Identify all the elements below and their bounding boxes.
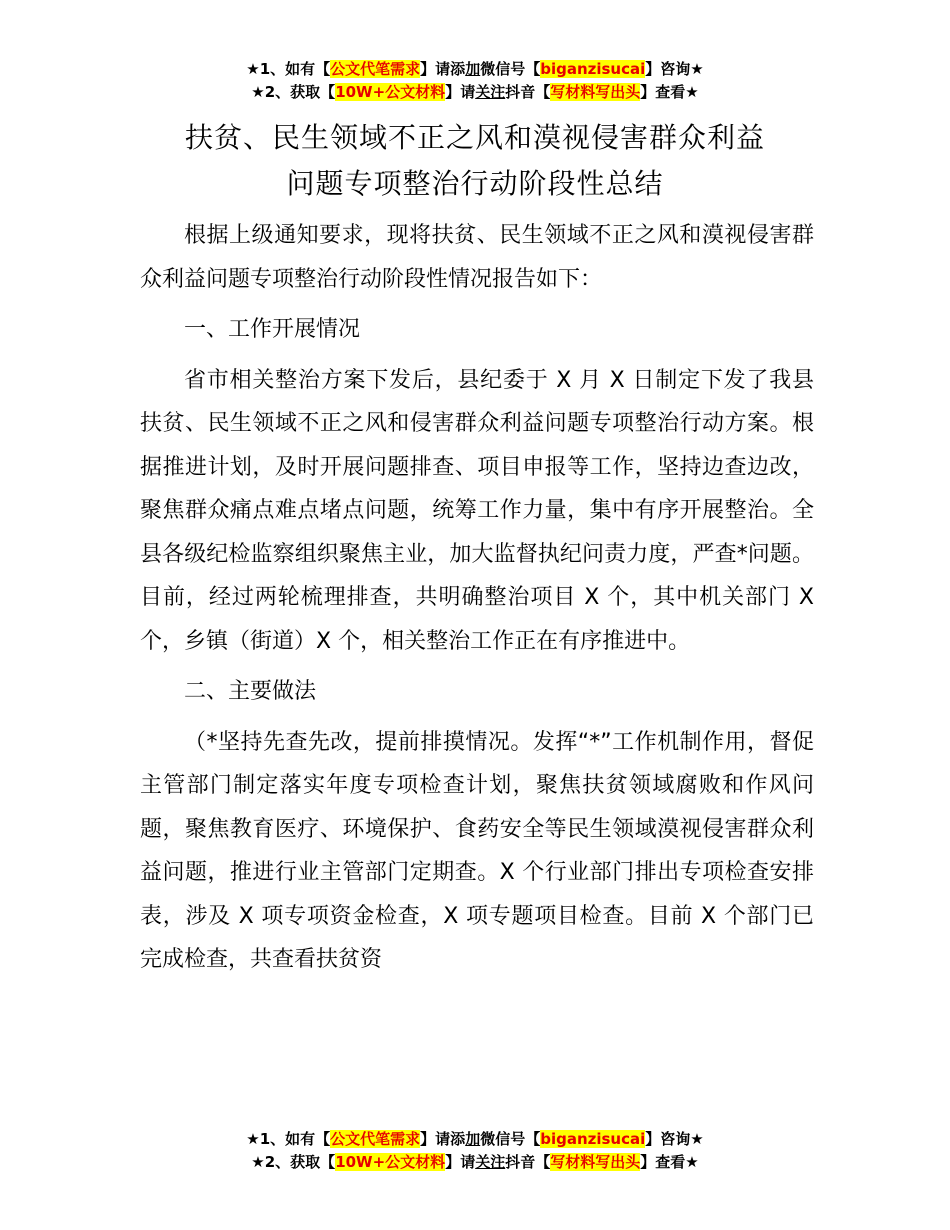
promo-underline: 关注	[475, 1153, 506, 1171]
promo-text: 抖音【	[505, 83, 551, 101]
promo-text: 】查看★	[640, 1153, 699, 1171]
promo-text: 】咨询★	[645, 1130, 704, 1148]
promo-line-2	[0, 1151, 950, 1174]
promo-text: 】请	[445, 1153, 476, 1171]
promo-text: 】请添	[420, 60, 466, 78]
promo-highlight: 写材料写出头	[550, 1153, 641, 1171]
promo-line-1	[0, 58, 950, 81]
section-heading-1: 一、工作开展情况	[184, 317, 361, 342]
intro-paragraph: 根据上级通知要求，现将扶贫、民生领域不正之风和漠视侵害群众利益问题专项整治行动阶段性情况报告如下：	[140, 223, 814, 292]
body-paragraph: （*坚持先查先改，提前排摸情况。发挥“*”工作机制作用，督促主管部门制定落实年度专项检查计划，聚焦扶贫领域腐败和作风问题，聚焦教育医疗、环境保护、食药安全等民生领域漠视侵害群众利益问题，推进行业主管部门定期查。X 个行业部门排出专项检查安排表，涉及 X 项专项资金检查，X 项专题项目检查。目前 X 个部门已完成检查，共查看扶贫资	[140, 729, 815, 972]
header-promo-banner	[0, 58, 950, 104]
promo-underline: 关注	[475, 83, 506, 101]
promo-line-1	[0, 1128, 950, 1151]
promo-underline: 加	[465, 1130, 481, 1148]
promo-highlight: 写材料写出头	[550, 83, 641, 101]
document-title	[0, 115, 950, 207]
document-body	[140, 214, 814, 989]
promo-text: ★2、获取【	[251, 83, 336, 101]
promo-text: 】请添	[420, 1130, 466, 1148]
promo-text: 微信号【	[480, 1130, 541, 1148]
promo-highlight: 10W+公文材料	[335, 83, 446, 101]
promo-highlight: biganzisucai	[540, 1130, 646, 1148]
title-line-2: 问题专项整治行动阶段性总结	[286, 167, 664, 200]
promo-text: 】请	[445, 83, 476, 101]
promo-text: 】咨询★	[645, 60, 704, 78]
promo-highlight: 公文代笔需求	[330, 60, 421, 78]
promo-highlight: 公文代笔需求	[330, 1130, 421, 1148]
promo-text: 抖音【	[505, 1153, 551, 1171]
promo-text: 】查看★	[640, 83, 699, 101]
promo-text: ★1、如有【	[246, 1130, 331, 1148]
promo-text: 微信号【	[480, 60, 541, 78]
promo-highlight: 10W+公文材料	[335, 1153, 446, 1171]
footer-promo-banner	[0, 1128, 950, 1174]
promo-text: ★2、获取【	[251, 1153, 336, 1171]
promo-text: ★1、如有【	[246, 60, 331, 78]
promo-highlight: biganzisucai	[540, 60, 646, 78]
body-paragraph: 省市相关整治方案下发后，县纪委于 X 月 X 日制定下发了我县扶贫、民生领域不正之风和侵害群众利益问题专项整治行动方案。根据推进计划，及时开展问题排查、项目申报等工作，坚持边查边改，聚焦群众痛点难点堵点问题，统筹工作力量，集中有序开展整治。全县各级纪检监察组织聚焦主业，加大监督执纪问责力度，严查*问题。目前，经过两轮梳理排查，共明确整治项目 X 个，其中机关部门 X 个，乡镇（街道）X 个，相关整治工作正在有序推进中。	[140, 367, 814, 654]
promo-underline: 加	[465, 60, 481, 78]
promo-line-2	[0, 81, 950, 104]
section-heading-2: 二、主要做法	[184, 679, 317, 704]
title-line-1: 扶贫、民生领域不正之风和漠视侵害群众利益	[184, 121, 765, 154]
